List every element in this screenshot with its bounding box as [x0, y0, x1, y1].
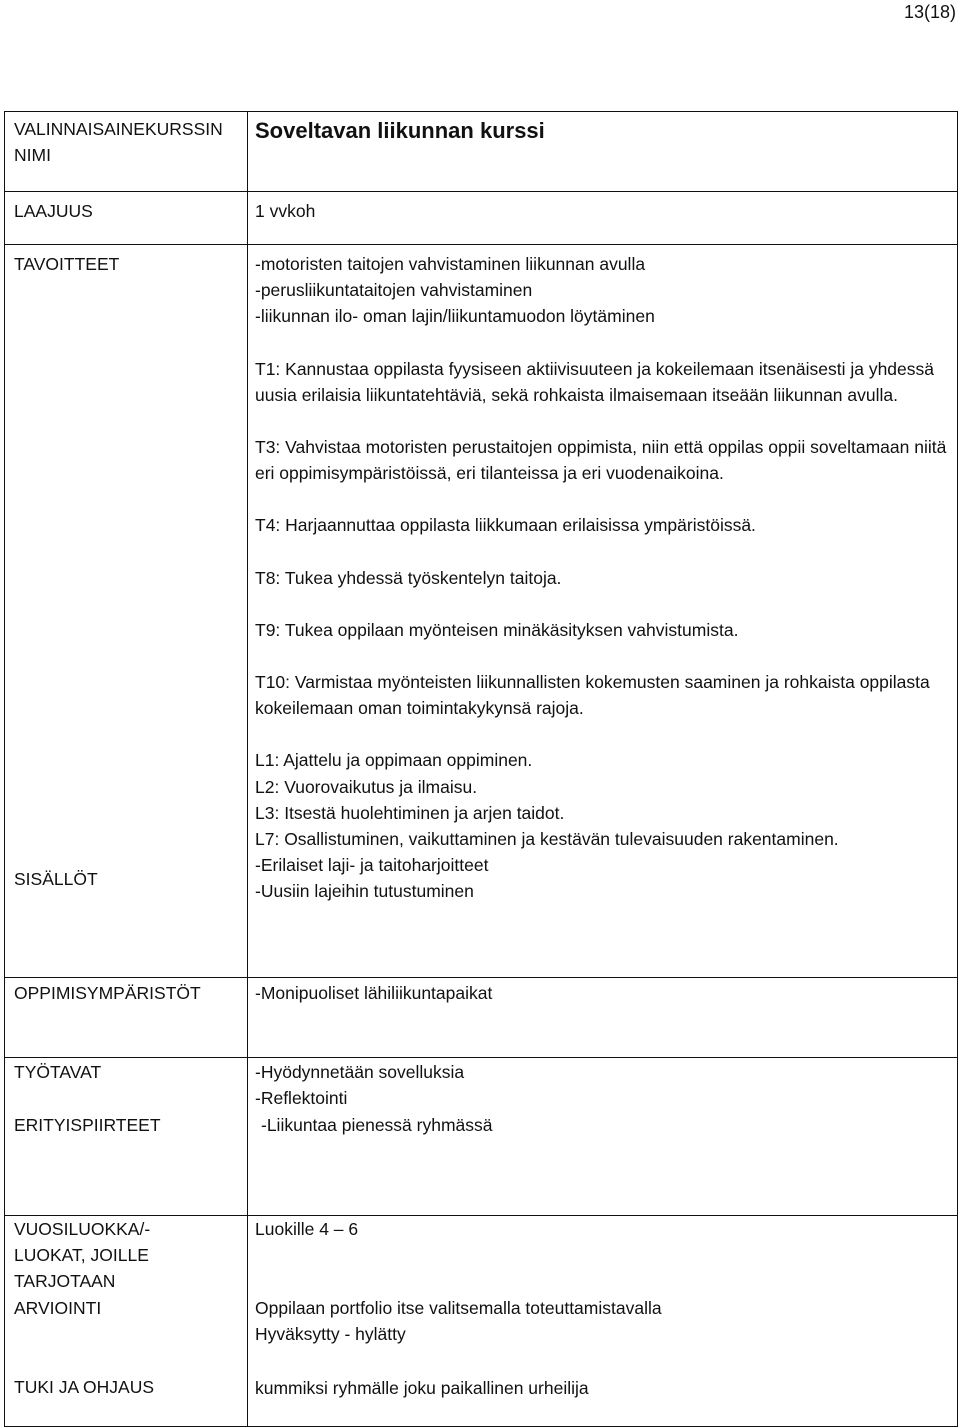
- value-grades: [248, 1216, 958, 1427]
- label-course-name-text: VALINNAISAINEKURSSIN NIMI: [14, 119, 223, 166]
- assessment-item: Oppilaan portfolio itse valitsemalla toteuttamistavalla: [255, 1298, 662, 1319]
- course-description-table: [4, 111, 958, 1427]
- goal-t9: T9: Tukea oppilaan myönteisen minäkäsityksen vahvistumista.: [255, 619, 739, 640]
- page-number: 13(18): [903, 2, 956, 22]
- goal-item: -perusliikuntataitojen vahvistaminen: [255, 280, 533, 301]
- goal-t10: T10: Varmistaa myönteisten liikunnallisten kokemusten saaminen ja rohkaista oppilasta kokeilemaan oman toimintakykynsä rajoja.: [255, 672, 930, 719]
- value-course-name: [248, 112, 958, 192]
- row-course-name: [5, 112, 958, 192]
- label-assessment-text: ARVIOINTI: [14, 1297, 102, 1318]
- label-grades: [5, 1216, 248, 1427]
- environments-value: -Monipuoliset lähiliikuntapaikat: [255, 983, 493, 1003]
- goal-t4: T4: Harjaannuttaa oppilasta liikkumaan erilaisissa ympäristöissä.: [255, 515, 756, 536]
- label-environments: [5, 978, 248, 1058]
- label-course-name: [5, 112, 248, 192]
- value-methods: [248, 1058, 958, 1216]
- contents-item: -Erilaiset laji- ja taitoharjoitteet: [255, 855, 489, 876]
- row-methods: [5, 1058, 958, 1216]
- label-grades-text: VUOSILUOKKA/- LUOKAT, JOILLE TARJOTAAN: [14, 1219, 151, 1292]
- value-environments: [248, 978, 958, 1058]
- support-value: kummiksi ryhmälle joku paikallinen urheilija: [255, 1377, 589, 1398]
- row-environments: [5, 978, 958, 1058]
- label-goals-text: TAVOITTEET: [14, 254, 120, 274]
- scope-value: 1 vvkoh: [255, 201, 316, 221]
- label-methods-text: TYÖTAVAT: [14, 1062, 102, 1082]
- goal-item: -motoristen taitojen vahvistaminen liikunnan avulla: [255, 254, 646, 274]
- row-scope: [5, 192, 958, 245]
- label-scope-text: LAAJUUS: [14, 201, 93, 221]
- label-environments-text: OPPIMISYMPÄRISTÖT: [14, 983, 201, 1003]
- label-scope: [5, 192, 248, 245]
- goal-l1: L1: Ajattelu ja oppimaan oppiminen.: [255, 750, 533, 771]
- methods-item: -Reflektointi: [255, 1088, 348, 1109]
- assessment-item: Hyväksytty - hylätty: [255, 1324, 406, 1345]
- grades-value: Luokille 4 – 6: [255, 1219, 359, 1239]
- goal-l2: L2: Vuorovaikutus ja ilmaisu.: [255, 776, 478, 797]
- course-title: Soveltavan liikunnan kurssi: [255, 118, 545, 143]
- goal-t8: T8: Tukea yhdessä työskentelyn taitoja.: [255, 567, 562, 588]
- row-grades: [5, 1216, 958, 1427]
- label-goals: [5, 245, 248, 978]
- goal-t3: T3: Vahvistaa motoristen perustaitojen oppimista, niin että oppilas oppii soveltamaan niitä eri oppimisympäristöissä, eri tilanteissa ja eri vuodenaikoina.: [255, 437, 947, 484]
- row-goals: [5, 245, 958, 978]
- label-methods: [5, 1058, 248, 1216]
- value-scope: [248, 192, 958, 245]
- goal-l3: L3: Itsestä huolehtiminen ja arjen taidot.: [255, 802, 565, 823]
- goal-l7: L7: Osallistuminen, vaikuttaminen ja kestävän tulevaisuuden rakentaminen.: [255, 829, 839, 850]
- special-value: -Liikuntaa pienessä ryhmässä: [261, 1115, 493, 1136]
- label-support-text: TUKI JA OHJAUS: [14, 1376, 155, 1397]
- contents-item: -Uusiin lajeihin tutustuminen: [255, 881, 474, 902]
- label-contents-text: SISÄLLÖT: [14, 869, 98, 889]
- value-goals: [248, 245, 958, 978]
- goal-t1: T1: Kannustaa oppilasta fyysiseen aktiivisuuteen ja kokeilemaan itsenäisesti ja yhdessä uusia erilaisia liikuntatehtäviä, sekä rohkaista ilmaisemaan itseään liikunnan avulla.: [255, 358, 934, 405]
- methods-item: -Hyödynnetään sovelluksia: [255, 1062, 465, 1082]
- goal-item: -liikunnan ilo- oman lajin/liikuntamuodon löytäminen: [255, 306, 655, 327]
- label-special-text: ERITYISPIIRTEET: [14, 1115, 161, 1136]
